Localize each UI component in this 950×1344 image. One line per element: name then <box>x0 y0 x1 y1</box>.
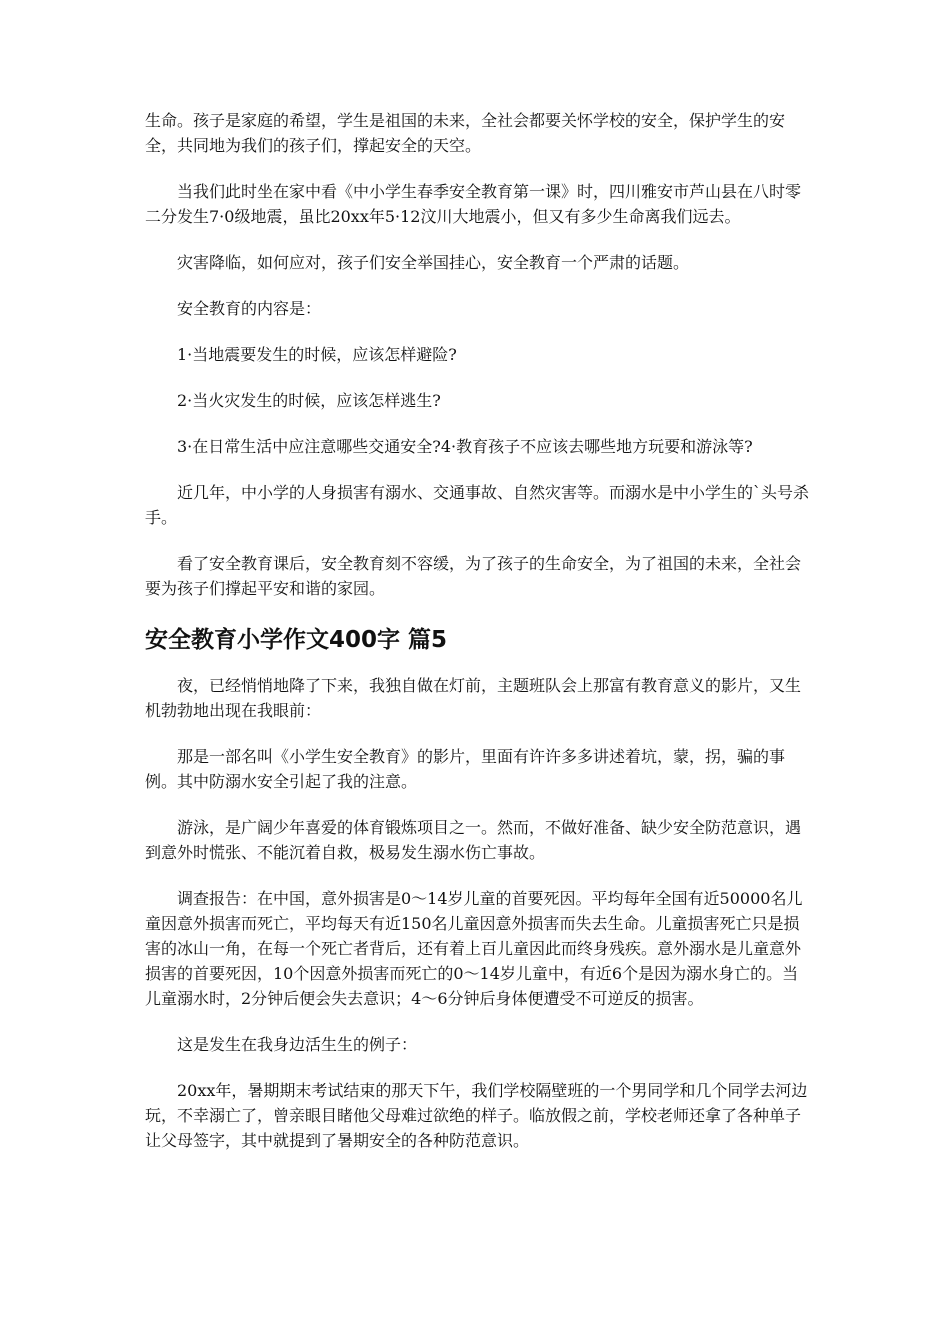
paragraph: 夜，已经悄悄地降了下来，我独自做在灯前，主题班队会上那富有教育意义的影片，又生机勃勃地出现在我眼前： <box>145 676 802 720</box>
list-item: 3·在日常生活中应注意哪些交通安全?4·教育孩子不应该去哪些地方玩要和游泳等? <box>177 437 753 456</box>
paragraph: 这是发生在我身边活生生的例子： <box>177 1035 418 1054</box>
paragraph: 那是一部名叫《小学生安全教育》的影片，里面有许许多多讲述着坑，蒙，拐，骗的事例。其中防溺水安全引起了我的注意。 <box>145 747 786 791</box>
paragraph: 灾害降临，如何应对，孩子们安全举国挂心，安全教育一个严肃的话题。 <box>177 253 690 272</box>
paragraph: 当我们此时坐在家中看《中小学生春季安全教育第一课》时，四川雅安市芦山县在八时零二分发生7·0级地震，虽比20xx年5·12汶川大地震小，但又有多少生命离我们远去。 <box>145 182 802 226</box>
paragraph: 游泳，是广阔少年喜爱的体育锻炼项目之一。然而，不做好准备、缺少安全防范意识，遇到意外时慌张、不能沉着自救，极易发生溺水伤亡事故。 <box>145 818 802 862</box>
paragraph: 安全教育的内容是： <box>177 299 322 318</box>
paragraph: 调查报告：在中国，意外损害是0～14岁儿童的首要死因。平均每年全国有近50000名儿童因意外损害而死亡，平均每天有近150名儿童因意外损害而失去生命。儿童损害死亡只是损害的冰山一角，在每一个死亡者背后，还有着上百儿童因此而终身残疾。意外溺水是儿童意外损害的首要死因，10个因意外损害而死亡的0～14岁儿童中，有近6个是因为溺水身亡的。当儿童溺水时，2分钟后便会失去意识；4～6分钟后身体便遭受不可逆反的损害。 <box>145 889 803 1008</box>
paragraph: 看了安全教育课后，安全教育刻不容缓，为了孩子的生命安全，为了祖国的未来，全社会要为孩子们撑起平安和谐的家园。 <box>145 554 802 598</box>
section-heading: 安全教育小学作文400字 篇5 <box>145 627 448 653</box>
list-item: 2·当火灾发生的时候，应该怎样逃生? <box>177 391 441 410</box>
paragraph: 20xx年，暑期期末考试结束的那天下午，我们学校隔壁班的一个男同学和几个同学去河边玩，不幸溺亡了，曾亲眼目睹他父母难过欲绝的样子。临放假之前，学校老师还拿了各种单子让父母签字，其中就提到了暑期安全的各种防范意识。 <box>145 1081 808 1150</box>
list-item: 1·当地震要发生的时候，应该怎样避险? <box>177 345 457 364</box>
paragraph-continued: 生命。孩子是家庭的希望，学生是祖国的未来，全社会都要关怀学校的安全，保护学生的安全，共同地为我们的孩子们，撑起安全的天空。 <box>145 111 786 155</box>
paragraph: 近几年，中小学的人身损害有溺水、交通事故、自然灾害等。而溺水是中小学生的`头号杀手。 <box>145 483 810 527</box>
